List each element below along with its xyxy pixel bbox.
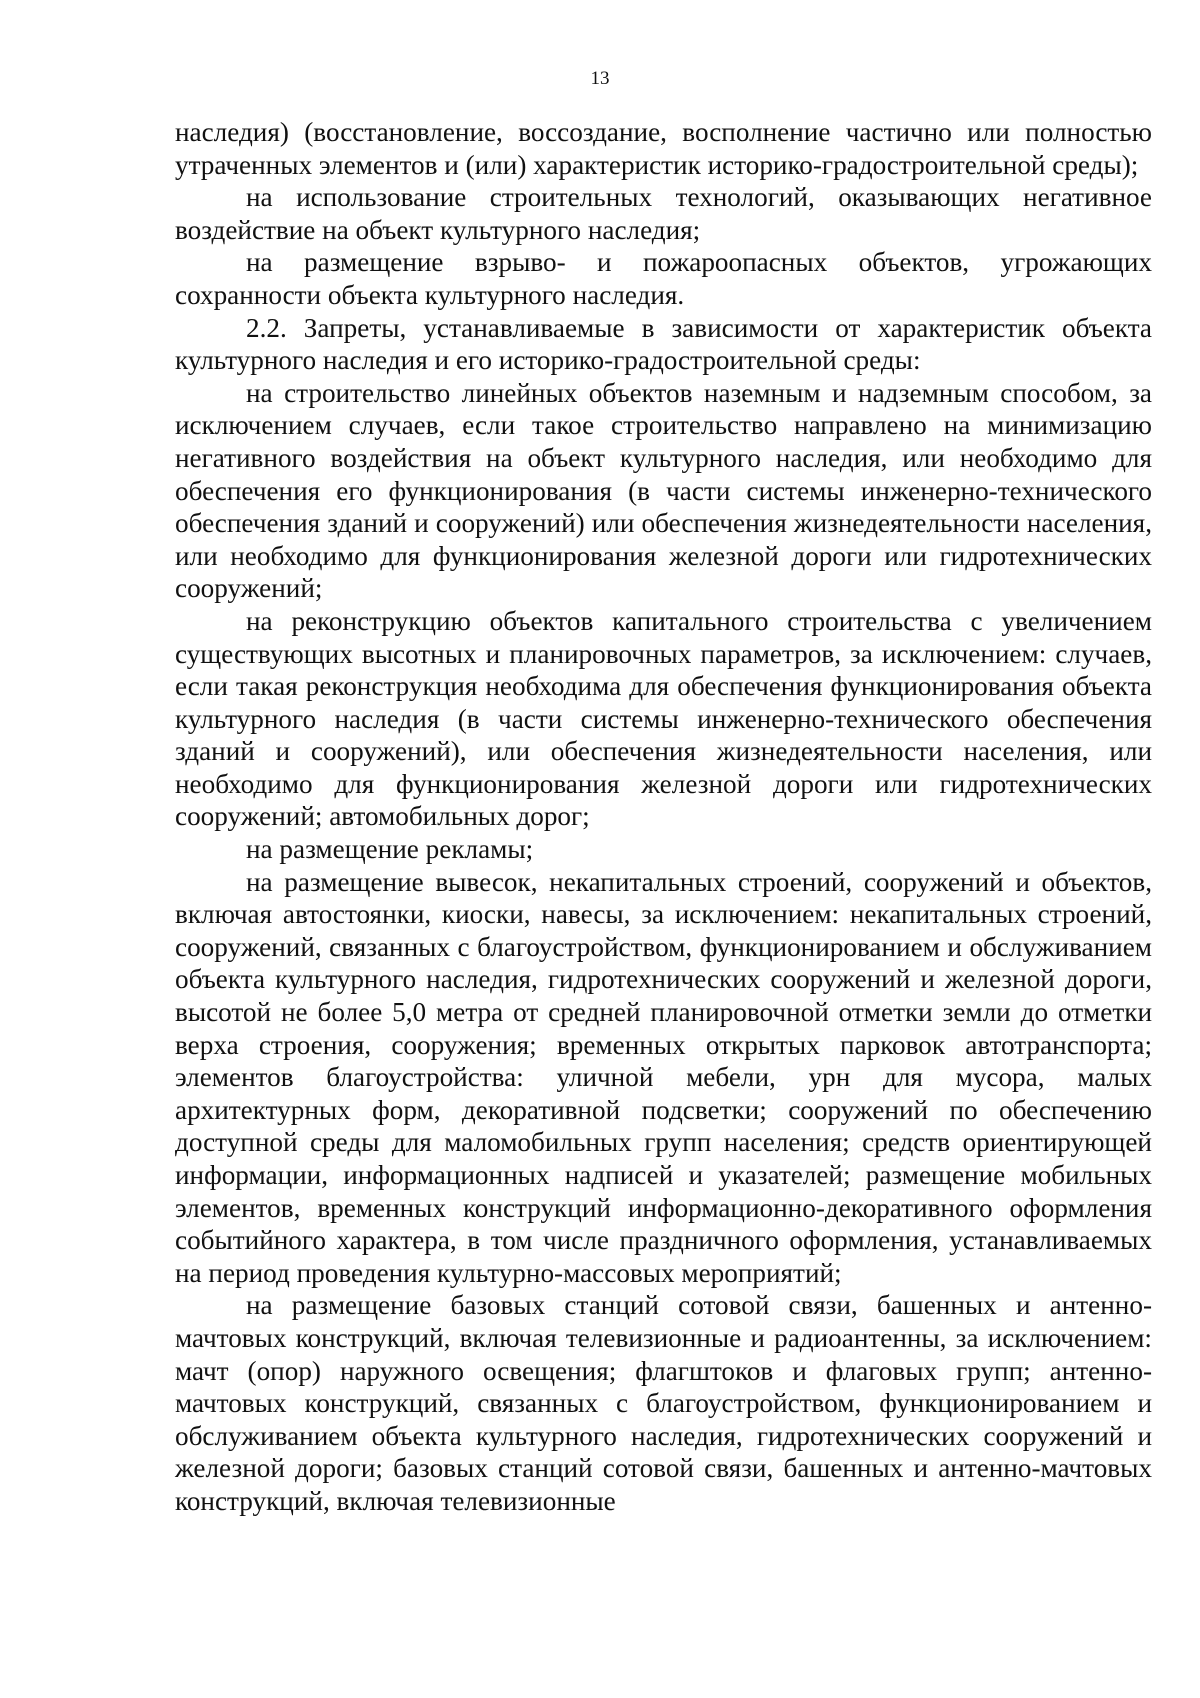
paragraph-linear-objects: на строительство линейных объектов наземным и надземным способом, за исключением случаев, если такое строительство направлено на минимизацию негативного воздействия на объект культурного наследия, или необходимо для обеспечения его функционирования (в части системы инженерно-технического обеспечения зданий и сооружений) или обеспечения жизнедеятельности населения, или необходимо для функционирования железной дороги или гидротехнических сооружений;	[175, 377, 1152, 604]
document-body	[175, 116, 1152, 1518]
paragraph-reconstruction: на реконструкцию объектов капитального строительства с увеличением существующих высотных и планировочных параметров, за исключением: случаев, если такая реконструкция необходима для обеспечения функционирования объекта культурного наследия (в части системы инженерно-технического обеспечения зданий и сооружений), или обеспечения жизнедеятельности населения, или необходимо для функционирования железной дороги или гидротехнических сооружений; автомобильных дорог;	[175, 605, 1152, 832]
paragraph-signs-and-structures: на размещение вывесок, некапитальных строений, сооружений и объектов, включая автостоянки, киоски, навесы, за исключением: некапитальных строений, сооружений, связанных с благоустройством, функционированием и обслуживанием объекта культурного наследия, гидротехнических сооружений и железной дороги, высотой не более 5,0 метра от средней планировочной отметки земли до отметки верха строения, сооружения; временных открытых парковок автотранспорта; элементов благоустройства: уличной мебели, урн для мусора, малых архитектурных форм, декоративной подсветки; сооружений по обеспечению доступной среды для маломобильных групп населения; средств ориентирующей информации, информационных надписей и указателей; размещение мобильных элементов, временных конструкций информационно-декоративного оформления событийного характера, в том числе праздничного оформления, устанавливаемых на период проведения культурно-массовых мероприятий;	[175, 866, 1152, 1288]
paragraph-section-2-2: 2.2. Запреты, устанавливаемые в зависимости от характеристик объекта культурного наследия и его историко-градостроительной среды:	[175, 312, 1152, 376]
paragraph-continuation: наследия) (восстановление, воссоздание, восполнение частично или полностью утраченных элементов и (или) характеристик историко-градостроительной среды);	[175, 117, 1152, 180]
paragraph-advertising: на размещение рекламы;	[246, 834, 534, 865]
paragraph-explosive-objects: на размещение взрыво- и пожароопасных объектов, угрожающих сохранности объекта культурного наследия.	[175, 247, 1152, 310]
paragraph-construction-technologies: на использование строительных технологий, оказывающих негативное воздействие на объект культурного наследия;	[175, 182, 1152, 245]
page-number: 13	[590, 68, 610, 89]
paragraph-cellular-stations: на размещение базовых станций сотовой связи, башенных и антенно-мачтовых конструкций, включая телевизионные и радиоантенны, за исключением: мачт (опор) наружного освещения; флагштоков и флаговых групп; антенно-мачтовых конструкций, связанных с благоустройством, функционированием и обслуживанием объекта культурного наследия, гидротехнических сооружений и железной дороги; базовых станций сотовой связи, башенных и антенно-мачтовых конструкций, включая телевизионные	[175, 1290, 1152, 1516]
